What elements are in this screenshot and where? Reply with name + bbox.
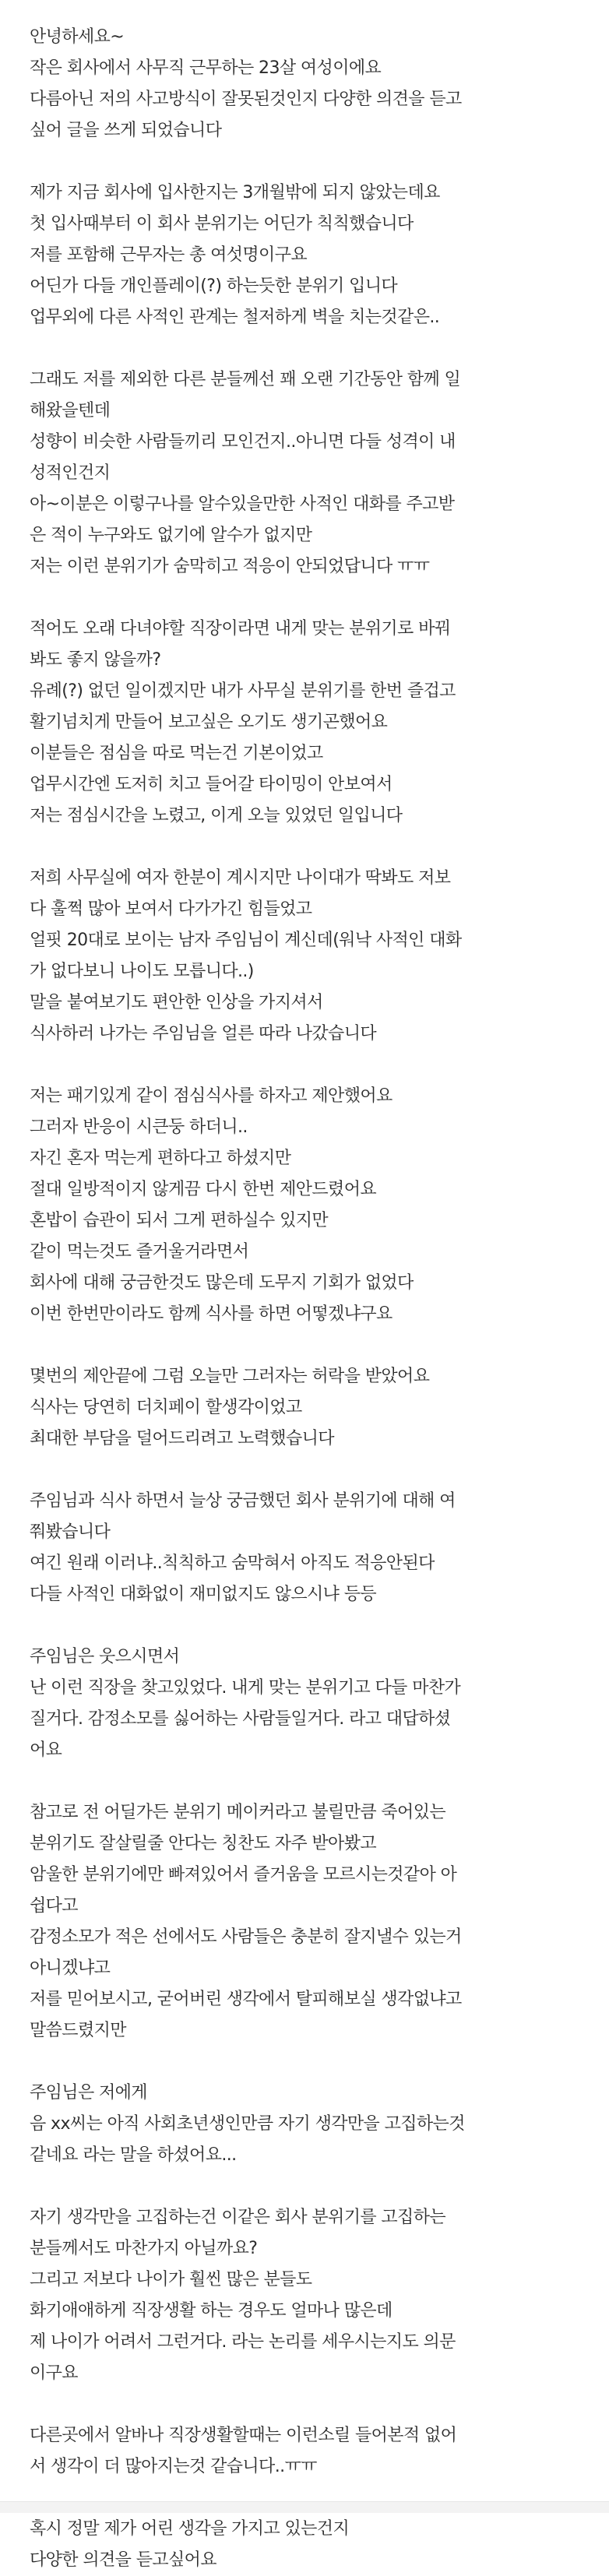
text-line: 절대 일방적이지 않게끔 다시 한번 제안드렸어요 bbox=[30, 1180, 377, 1199]
post-paragraph bbox=[30, 1361, 579, 1455]
post-paragraph bbox=[30, 863, 579, 1050]
text-line: 주임님과 식사 하면서 늘상 궁금했던 회사 분위기에 대해 여 bbox=[30, 1491, 456, 1511]
text-line: 안녕하세요~ bbox=[30, 27, 125, 47]
text-line: 말을 붙여보기도 편안한 인상을 가지셔서 bbox=[30, 993, 323, 1012]
text-line: 말씀드렸지만 bbox=[30, 2021, 126, 2040]
text-line: 작은 회사에서 사무직 근무하는 23살 여성이에요 bbox=[30, 58, 382, 78]
text-line: 분들께서도 마찬가지 아닐까요? bbox=[30, 2239, 258, 2258]
bottom-edge-bar bbox=[0, 2501, 609, 2513]
text-line: 참고로 전 어딜가든 분위기 메이커라고 불릴만큼 죽어있는 bbox=[30, 1803, 446, 1822]
text-line: 해왔을텐데 bbox=[30, 401, 111, 421]
text-line: 쭤봤습니다 bbox=[30, 1522, 111, 1542]
text-line: 그러자 반응이 시큰둥 하더니.. bbox=[30, 1117, 248, 1137]
text-line: 제가 지금 회사에 입사한지는 3개월밖에 되지 않았는데요 bbox=[30, 183, 440, 202]
text-line: 은 적이 누구와도 없기에 알수가 없지만 bbox=[30, 526, 312, 545]
text-line: 몇번의 제안끝에 그럼 오늘만 그러자는 허락을 받았어요 bbox=[30, 1367, 430, 1386]
text-line: 업무시간엔 도저히 치고 들어갈 타이밍이 안보여서 bbox=[30, 775, 393, 794]
text-line: 어딘가 다들 개인플레이(?) 하는듯한 분위기 입니다 bbox=[30, 276, 398, 296]
text-line: 주임님은 웃으시면서 bbox=[30, 1647, 180, 1666]
text-line: 저는 패기있게 같이 점심식사를 하자고 제안했어요 bbox=[30, 1086, 393, 1106]
text-line: 음 xx씨는 아직 사회초년생인만큼 자기 생각만을 고집하는것 bbox=[30, 2114, 465, 2134]
text-line: 서 생각이 더 많아지는것 같습니다..ㅠㅠ bbox=[30, 2457, 317, 2476]
text-line: 다름아닌 저의 사고방식이 잘못된것인지 다양한 의견을 듣고 bbox=[30, 90, 462, 109]
text-line: 쉽다고 bbox=[30, 1896, 78, 1916]
post-paragraph bbox=[30, 2078, 579, 2171]
text-line: 식사는 당연히 더치페이 할생각이었고 bbox=[30, 1398, 302, 1417]
post-paragraph bbox=[30, 2514, 579, 2576]
text-line: 활기넘치게 만들어 보고싶은 오기도 생기곤했어요 bbox=[30, 713, 388, 732]
text-line: 같네요 라는 말을 하셨어요... bbox=[30, 2145, 237, 2165]
text-line: 성적인건지 bbox=[30, 463, 111, 483]
text-line: 다들 사적인 대화없이 재미없지도 않으시냐 등등 bbox=[30, 1585, 377, 1604]
text-line: 이번 한번만이라도 함께 식사를 하면 어떻겠냐구요 bbox=[30, 1304, 393, 1324]
text-line: 난 이런 직장을 찾고있었다. 내게 맞는 분위기고 다들 마찬가 bbox=[30, 1678, 461, 1698]
text-line: 혼밥이 습관이 되서 그게 편하실수 있지만 bbox=[30, 1211, 329, 1230]
text-line: 다 훌쩍 많아 보여서 다가가긴 힘들었고 bbox=[30, 899, 312, 919]
text-line: 유례(?) 없던 일이겠지만 내가 사무실 분위기를 한번 즐겁고 bbox=[30, 681, 456, 701]
text-line: 다른곳에서 알바나 직장생활할때는 이런소릴 들어본적 없어 bbox=[30, 2426, 457, 2445]
text-line: 저는 이런 분위기가 숨막히고 적응이 안되었답니다 ㅠㅠ bbox=[30, 557, 430, 576]
text-line: 성향이 비슷한 사람들끼리 모인건지..아니면 다들 성격이 내 bbox=[30, 432, 456, 452]
text-line: 최대한 부담을 덜어드리려고 노력했습니다 bbox=[30, 1429, 334, 1448]
text-line: 감정소모가 적은 선에서도 사람들은 충분히 잘지낼수 있는거 bbox=[30, 1927, 462, 1947]
text-line: 이분들은 점심을 따로 먹는건 기본이었고 bbox=[30, 744, 323, 763]
text-line: 그래도 저를 제외한 다른 분들께선 꽤 오랜 기간동안 함께 일 bbox=[30, 370, 461, 389]
text-line: 아~이분은 이렇구나를 알수있을만한 사적인 대화를 주고받 bbox=[30, 494, 455, 514]
text-line: 저를 믿어보시고, 굳어버린 생각에서 탈피해보실 생각없냐고 bbox=[30, 1990, 462, 2009]
text-line: 제 나이가 어려서 그런거다. 라는 논리를 세우시는지도 의문 bbox=[30, 2332, 456, 2352]
post-paragraph bbox=[30, 2420, 579, 2483]
text-line: 가 없다보니 나이도 모릅니다..) bbox=[30, 962, 254, 981]
text-line: 싶어 글을 쓰게 되었습니다 bbox=[30, 121, 222, 140]
text-line: 회사에 대해 궁금한것도 많은데 도무지 기회가 없었다 bbox=[30, 1273, 414, 1293]
text-line: 업무외에 다른 사적인 관계는 철저하게 벽을 치는것같은.. bbox=[30, 308, 440, 327]
text-line: 혹시 정말 제가 어린 생각을 가지고 있는건지 bbox=[30, 2519, 350, 2539]
text-line: 식사하러 나가는 주임님을 얼른 따라 나갔습니다 bbox=[30, 1024, 377, 1043]
text-line: 질거다. 감정소모를 싫어하는 사람들일거다. 라고 대답하셨 bbox=[30, 1709, 451, 1729]
text-line: 여긴 원래 이러냐..칙칙하고 숨막혀서 아직도 적응안된다 bbox=[30, 1554, 435, 1573]
text-line: 얼핏 20대로 보이는 남자 주임님이 계신데(워낙 사적인 대화 bbox=[30, 931, 462, 950]
text-line: 적어도 오래 다녀야할 직장이라면 내게 맞는 분위기로 바꿔 bbox=[30, 619, 451, 639]
text-line: 봐도 좋지 않을까? bbox=[30, 650, 161, 670]
text-line: 자긴 혼자 먹는게 편하다고 하셨지만 bbox=[30, 1149, 291, 1168]
text-line: 저희 사무실에 여자 한분이 계시지만 나이대가 딱봐도 저보 bbox=[30, 868, 451, 888]
post-paragraph bbox=[30, 2202, 579, 2389]
text-line: 다양한 의견을 듣고싶어요 bbox=[30, 2550, 216, 2570]
post-paragraph bbox=[30, 1486, 579, 1610]
text-line: 아니겠냐고 bbox=[30, 1958, 111, 1978]
text-line: 이구요 bbox=[30, 2363, 78, 2383]
text-line: 그리고 저보다 나이가 훨씬 많은 분들도 bbox=[30, 2270, 312, 2289]
text-line: 어요 bbox=[30, 1740, 62, 1760]
post-paragraph bbox=[30, 614, 579, 832]
post-paragraph bbox=[30, 1081, 579, 1330]
text-line: 주임님은 저에게 bbox=[30, 2083, 147, 2103]
post-paragraph bbox=[30, 22, 579, 146]
text-line: 자기 생각만을 고집하는건 이같은 회사 분위기를 고집하는 bbox=[30, 2208, 446, 2227]
text-line: 같이 먹는것도 즐거울거라면서 bbox=[30, 1242, 249, 1262]
text-line: 분위기도 잘살릴줄 안다는 칭찬도 자주 받아봤고 bbox=[30, 1834, 377, 1853]
text-line: 저를 포함해 근무자는 총 여섯명이구요 bbox=[30, 245, 308, 265]
post-paragraph bbox=[30, 364, 579, 582]
post-paragraph bbox=[30, 1642, 579, 1766]
post-paragraph bbox=[30, 1797, 579, 2046]
text-line: 첫 입사때부터 이 회사 분위기는 어딘가 칙칙했습니다 bbox=[30, 214, 414, 234]
text-line: 암울한 분위기에만 빠져있어서 즐거움을 모르시는것같아 아 bbox=[30, 1865, 457, 1884]
post-paragraph bbox=[30, 178, 579, 333]
text-line: 화기애애하게 직장생활 하는 경우도 얼마나 많은데 bbox=[30, 2301, 393, 2321]
text-line: 저는 점심시간을 노렸고, 이게 오늘 있었던 일입니다 bbox=[30, 806, 403, 825]
